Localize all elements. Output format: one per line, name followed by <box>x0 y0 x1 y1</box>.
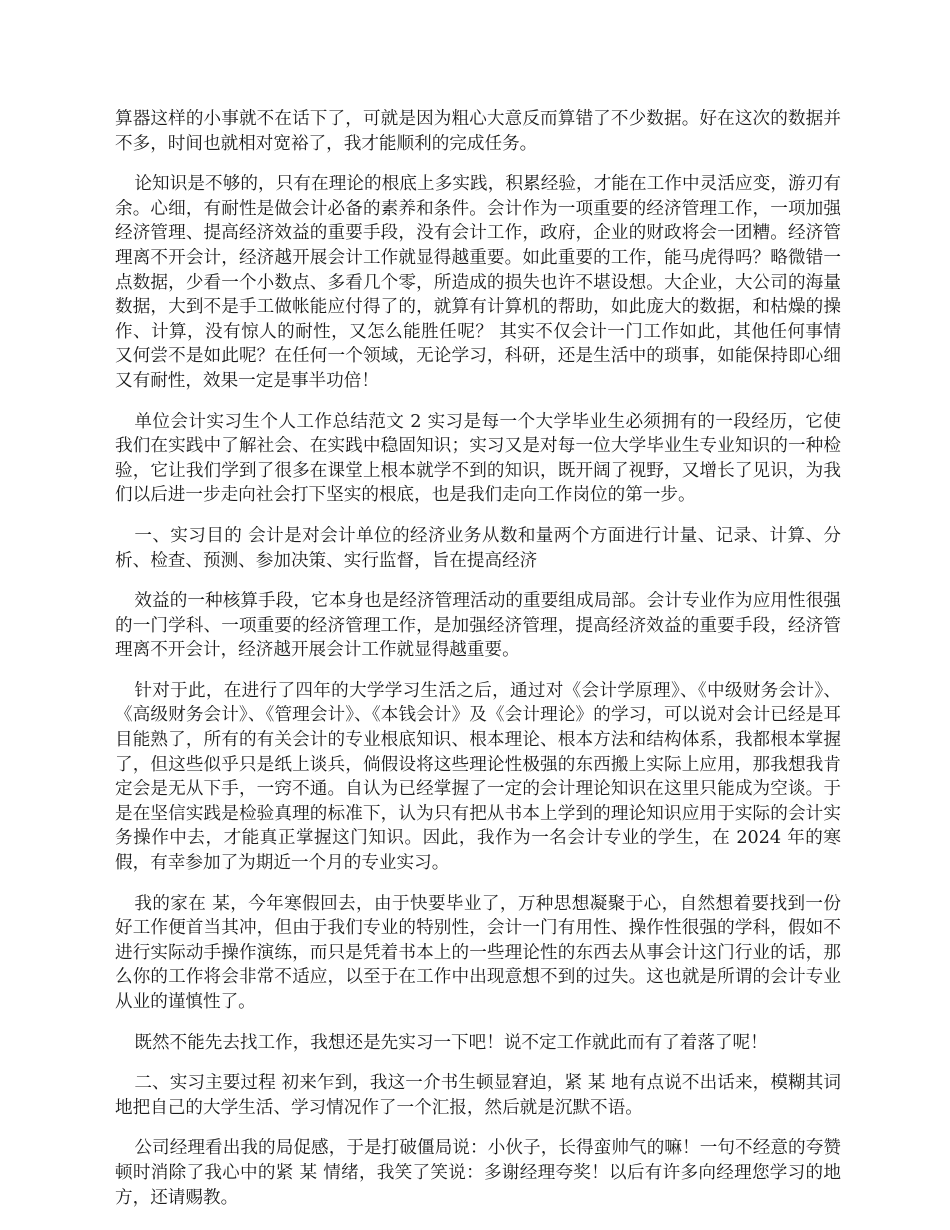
paragraph-6: 针对于此，在进行了四年的大学学习生活之后，通过对《会计学原理》、《中级财务会计》、《高级财务会计》、《管理会计》、《本钱会计》及《会计理论》的学习，可以说对会计已经是耳目能熟了，所有的有关会计的专业根底知识、根本理论、根本方法和结构体系，我都根本掌握了，但这些似乎只是纸上谈兵，倘假设将这些理论性极强的东西搬上实际上应用，那我想我肯定会是无从下手，一窍不通。自认为已经掌握了一定的会计理论知识在这里只能成为空谈。于是在坚信实践是检验真理的标准下，认为只有把从书本上学到的理论知识应用于实际的会计实务操作中去，才能真正掌握这门知识。因此，我作为一名会计专业的学生，在 2024 年的寒假，有幸参加了为期近一个月的专业实习。 <box>115 680 841 874</box>
paragraph-4: 一、实习目的 会计是对会计单位的经济业务从数和量两个方面进行计量、记录、计算、分析、检查、预测、参加决策、实行监督，旨在提高经济 <box>115 525 841 571</box>
paragraph-7: 我的家在 某，今年寒假回去，由于快要毕业了，万种思想凝聚于心，自然想着要找到一份好工作便首当其冲，但由于我们专业的特别性，会计一门有用性、操作性很强的学科，假如不进行实际动手操作演练，而只是凭着书本上的一些理论性的东西去从事会计这门行业的话，那么你的工作将会非常不适应，以至于在工作中出现意想不到的过失。这也就是所谓的会计专业从业的谨慎性了。 <box>115 893 841 1012</box>
paragraph-8: 既然不能先去找工作，我想还是先实习一下吧！说不定工作就此而有了着落了呢！ <box>134 1032 768 1053</box>
paragraph-3: 单位会计实习生个人工作总结范文 2 实习是每一个大学毕业生必须拥有的一段经历，它使我们在实践中了解社会、在实践中稳固知识；实习又是对每一位大学毕业生专业知识的一种检验，它让我们学到了很多在课堂上根本就学不到的知识，既开阔了视野，又增长了见识，为我们以后进一步走向社会打下坚实的根底，也是我们走向工作岗位的第一步。 <box>115 411 841 506</box>
paragraph-5: 效益的一种核算手段，它本身也是经济管理活动的重要组成局部。会计专业作为应用性很强的一门学科、一项重要的经济管理工作，是加强经济管理，提高经济效益的重要手段，经济管理离不开会计，经济越开展会计工作就显得越重要。 <box>115 591 841 661</box>
document-body <box>115 107 841 1226</box>
paragraph-1: 算器这样的小事就不在话下了，可就是因为粗心大意反而算错了不少数据。好在这次的数据并不多，时间也就相对宽裕了，我才能顺利的完成任务。 <box>115 109 841 154</box>
paragraph-2: 论知识是不够的，只有在理论的根底上多实践，积累经验，才能在工作中灵活应变，游刃有余。心细，有耐性是做会计必备的素养和条件。会计作为一项重要的经济管理工作，一项加强经济管理、提高经济效益的重要手段，没有会计工作，政府，企业的财政将会一团糟。经济管理离不开会计，经济越开展会计工作就显得越重要。如此重要的工作，能马虎得吗？略微错一点数据，少看一个小数点、多看几个零，所造成的损失也许不堪设想。大企业，大公司的海量数据，大到不是手工做帐能应付得了的，就算有计算机的帮助，如此庞大的数据，和枯燥的操作、计算，没有惊人的耐性，又怎么能胜任呢？ 其实不仅会计一门工作如此，其他任何事情又何尝不是如此呢？在任何一个领域，无论学习，科研，还是生活中的琐事，如能保持即心细又有耐性，效果一定是事半功倍！ <box>115 174 841 391</box>
paragraph-10: 公司经理看出我的局促感，于是打破僵局说：小伙子，长得蛮帅气的嘛！一句不经意的夸赞顿时消除了我心中的紧 某 情绪，我笑了笑说：多谢经理夸奖！以后有许多向经理您学习的地方，还请赐教。 <box>115 1138 841 1208</box>
paragraph-9: 二、实习主要过程 初来乍到，我这一介书生顿显窘迫，紧 某 地有点说不出话来，模糊其词地把自己的大学生活、学习情况作了一个汇报，然后就是沉默不语。 <box>115 1073 841 1118</box>
